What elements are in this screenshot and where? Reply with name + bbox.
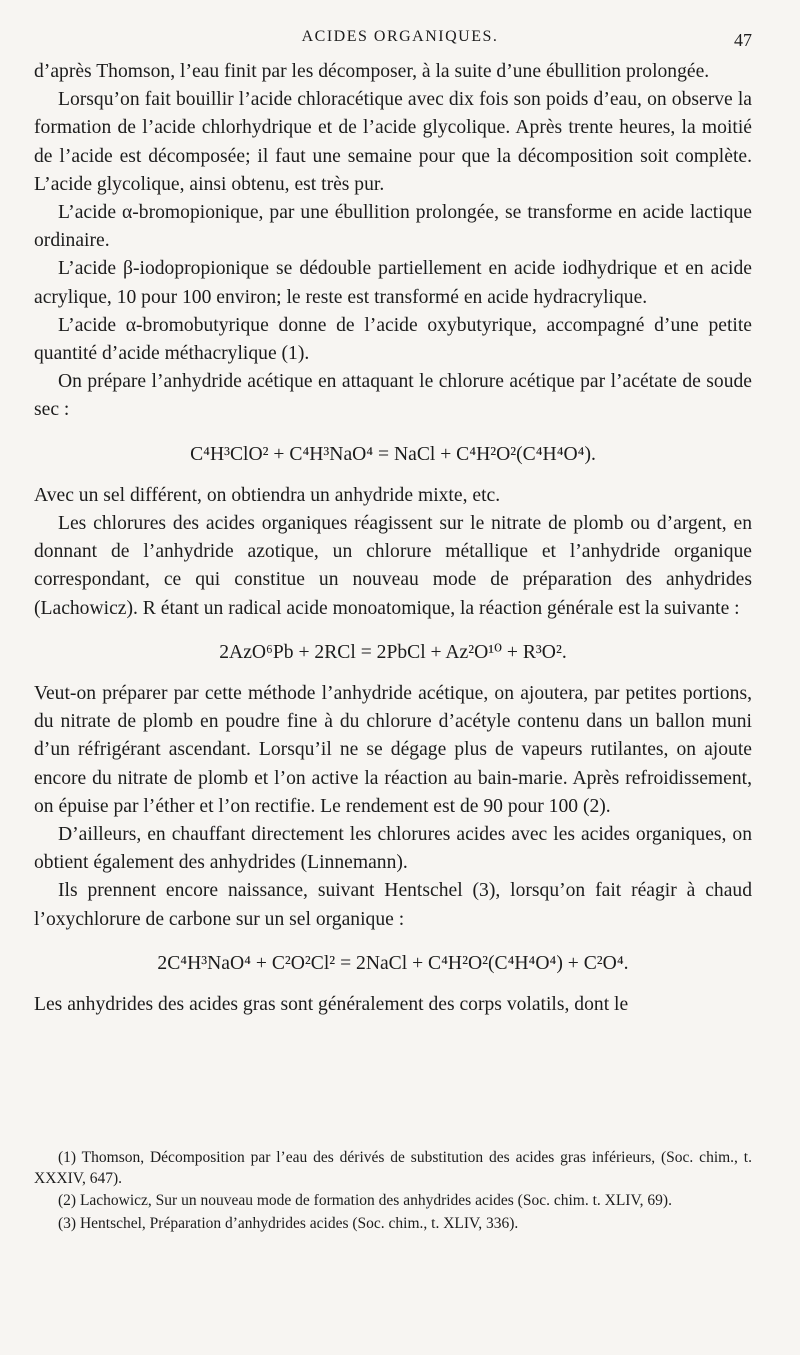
- paragraph: Ils prennent encore naissance, suivant Hentschel (3), lorsqu’on fait réagir à chaud l’oxychlorure de carbone sur un sel organique :: [34, 880, 752, 930]
- running-title: ACIDES ORGANIQUES.: [301, 28, 499, 45]
- footnotes: [34, 1148, 752, 1236]
- chemical-formula: 2AzO⁶Pb + 2RCl = 2PbCl + Az²O¹⁰ + R³O².: [219, 641, 567, 663]
- paragraph: L’acide α-bromopionique, par une ébullition prolongée, se transforme en acide lactique ordinaire.: [34, 202, 752, 252]
- footnote: (1) Thomson, Décomposition par l’eau des dérivés de substitution des acides gras inférieurs, (Soc. chim., t. XXXIV, 647).: [34, 1149, 752, 1187]
- paragraph: L’acide β-iodopropionique se dédouble partiellement en acide iodhydrique et en acide acrylique, 10 pour 100 environ; le reste est transformé en acide hydracrylique.: [34, 258, 752, 308]
- body-text: [34, 58, 752, 1019]
- paragraph: Les anhydrides des acides gras sont généralement des corps volatils, dont le: [34, 994, 629, 1016]
- page-number: 47: [734, 30, 752, 50]
- footnote: (3) Hentschel, Préparation d’anhydrides acides (Soc. chim., t. XLIV, 336).: [58, 1214, 519, 1232]
- footnote: (2) Lachowicz, Sur un nouveau mode de formation des anhydrides acides (Soc. chim. t. XLIV, 69).: [58, 1192, 672, 1209]
- paragraph: D’ailleurs, en chauffant directement les chlorures acides avec les acides organiques, on obtient également des anhydrides (Linnemann).: [34, 824, 752, 874]
- paragraph: Avec un sel différent, on obtiendra un anhydride mixte, etc.: [34, 484, 501, 506]
- paragraph: Les chlorures des acides organiques réagissent sur le nitrate de plomb ou d’argent, en donnant de l’anhydride azotique, un chlorure métallique et l’anhydride organique correspondant, ce qui constitue un nouveau mode de préparation des anhydrides (Lachowicz). R étant un radical acide monoatomique, la réaction générale est la suivante :: [34, 513, 752, 619]
- chemical-formula: C⁴H³ClO² + C⁴H³NaO⁴ = NaCl + C⁴H²O²(C⁴H⁴O⁴).: [190, 443, 596, 465]
- paragraph: On prépare l’anhydride acétique en attaquant le chlorure acétique par l’acétate de soude sec :: [34, 371, 752, 421]
- paragraph: L’acide α-bromobutyrique donne de l’acide oxybutyrique, accompagné d’une petite quantité d’acide méthacrylique (1).: [34, 314, 752, 365]
- paragraph: d’après Thomson, l’eau finit par les décomposer, à la suite d’une ébullition prolongée.: [34, 61, 710, 82]
- paragraph: Veut-on préparer par cette méthode l’anhydride acétique, on ajoutera, par petites portions, du nitrate de plomb en poudre fine à du chlorure d’acétyle contenu dans un ballon muni d’un réfrigérant ascendant. Lorsqu’il ne se dégage plus de vapeurs rutilantes, on ajoute encore du nitrate de plomb et l’on active la réaction au bain-marie. Après refroidissement, on épuise par l’éther et l’on rectifie. Le rendement est de 90 pour 100 (2).: [34, 683, 752, 817]
- chemical-formula: 2C⁴H³NaO⁴ + C²O²Cl² = 2NaCl + C⁴H²O²(C⁴H⁴O⁴) + C²O⁴.: [157, 952, 629, 974]
- page-header: [0, 28, 800, 50]
- paragraph: Lorsqu’on fait bouillir l’acide chloracétique avec dix fois son poids d’eau, on observe la formation de l’acide chlorhydrique et de l’acide glycolique. Après trente heures, la moitié de l’acide est décomposée; il faut une semaine pour que la décomposition soit complète. L’acide glycolique, ainsi obtenu, est très pur.: [34, 89, 752, 195]
